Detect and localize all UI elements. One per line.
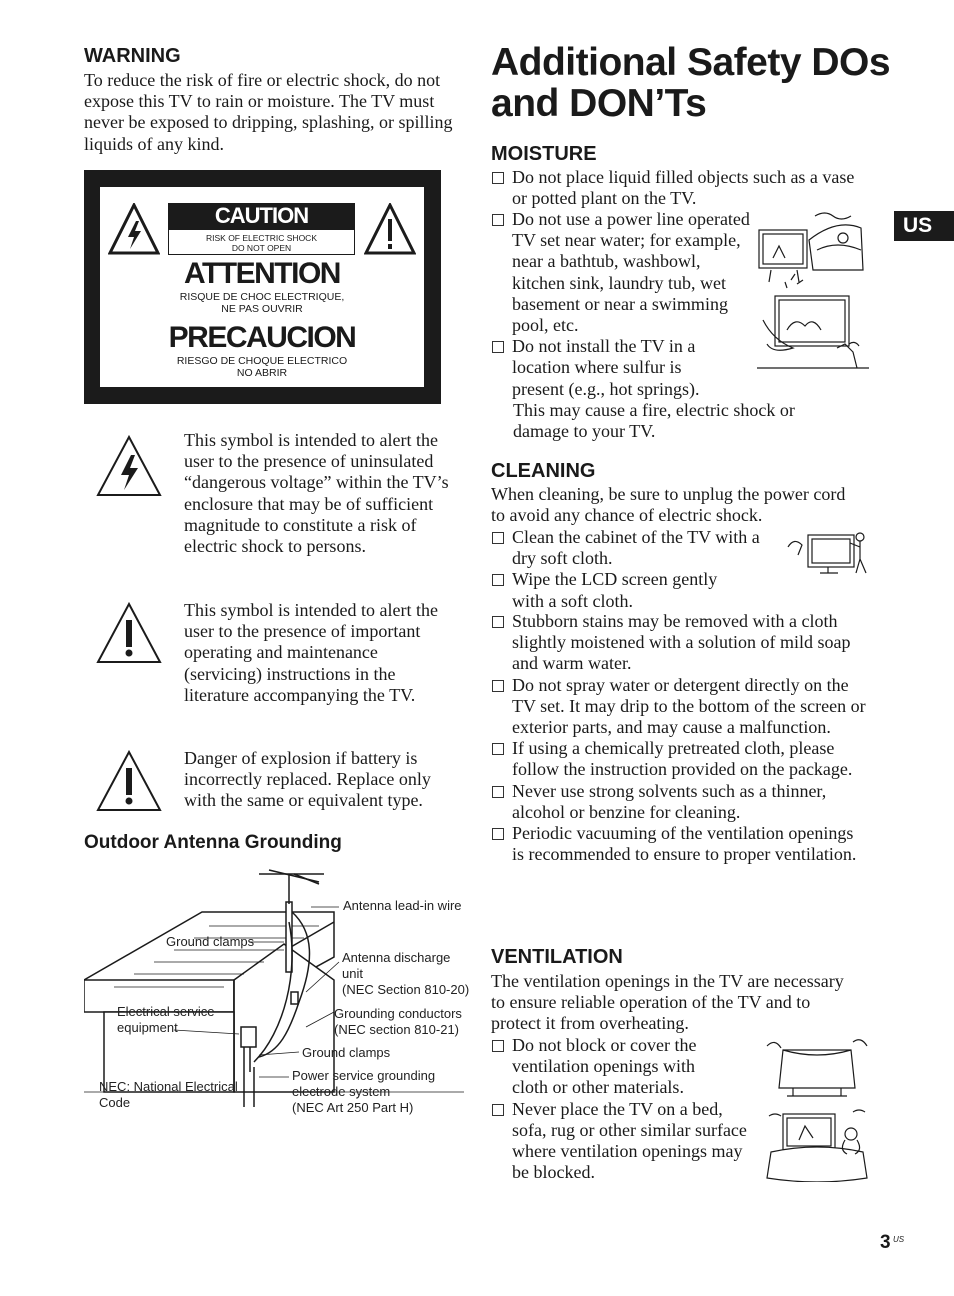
ventilation-list [491, 1035, 751, 1183]
label-grounding-conductors: Grounding conductors (NEC section 810-21) [334, 1006, 462, 1037]
antenna-grounding-heading: Outdoor Antenna Grounding [84, 832, 342, 853]
caution-title: CAUTION [168, 203, 355, 229]
page-number-suffix: US [893, 1235, 905, 1244]
cleaning-item: Never use strong solvents such as a thinner, alcohol or benzine for cleaning. [491, 781, 869, 823]
ventilation-item: Do not block or cover the ventilation openings with cloth or other materials. [491, 1035, 727, 1099]
cleaning-list-narrow [491, 527, 781, 612]
battery-warning-icon [96, 750, 162, 812]
us-region-tab: US [894, 211, 954, 241]
label-antenna-lead-in: Antenna lead-in wire [343, 898, 462, 913]
page-title: Additional Safety DOs and DON’Ts [491, 41, 891, 125]
attention-subtitle: RISQUE DE CHOC ELECTRIQUE, NE PAS OUVRIR [179, 291, 345, 315]
lightning-symbol-text: This symbol is intended to alert the user to the presence of uninsulated “dangerous voltage” within the TV’s enclosure that may be of sufficient magnitude to constitute a risk of electric shock to persons. [184, 430, 449, 557]
label-power-service-grounding: Power service grounding electrode system (NEC Art 250 Part H) [292, 1068, 436, 1115]
cleaning-item: Do not spray water or detergent directly on the TV set. It may drip to the bottom of the screen or exterior parts, and may cause a malfunction. [491, 675, 869, 739]
label-ground-clamps-top: Ground clamps [166, 934, 255, 949]
ventilation-intro: The ventilation openings in the TV are necessary to ensure reliable operation of the TV and to protect it from overheating. [491, 971, 844, 1034]
precaucion-title: PRECAUCION [168, 321, 356, 354]
moisture-item: Do not place liquid filled objects such as a vase or potted plant on the TV. [491, 167, 861, 209]
tv-near-water-illustration [757, 210, 869, 370]
warning-heading: WARNING [84, 45, 181, 67]
cleaning-item: If using a chemically pretreated cloth, please follow the instruction provided on the package. [491, 738, 869, 780]
lightning-warning-icon [108, 203, 160, 255]
cleaning-intro: When cleaning, be sure to unplug the power cord to avoid any chance of electric shock. [491, 484, 846, 526]
moisture-item: Do not install the TV in a location where sulfur is present (e.g., hot springs). [491, 336, 717, 400]
tv-cleaning-illustration [786, 527, 870, 575]
moisture-heading: MOISTURE [491, 143, 597, 165]
precaucion-subtitle: RIESGO DE CHOQUE ELECTRICO NO ABRIR [176, 355, 348, 379]
moisture-list-narrow [491, 209, 753, 400]
moisture-list-first [491, 167, 861, 209]
cleaning-list [491, 611, 869, 865]
cleaning-heading: CLEANING [491, 460, 596, 482]
cleaning-item: Stubborn stains may be removed with a cloth slightly moistened with a solution of mild soap and warm water. [491, 611, 869, 675]
warning-text: To reduce the risk of fire or electric shock, do not expose this TV to rain or moisture. The TV must never be exposed to dripping, splashing, or spilling liquids of any kind. [84, 70, 453, 154]
cleaning-item: Clean the cabinet of the TV with a dry soft cloth. [491, 527, 781, 569]
battery-warning-text: Danger of explosion if battery is incorrectly replaced. Replace only with the same or equivalent type. [184, 748, 431, 811]
exclamation-symbol-icon [96, 602, 162, 664]
ventilation-illustration [763, 1036, 871, 1182]
label-ground-clamps-bottom: Ground clamps [302, 1045, 391, 1060]
label-nec: NEC: National Electrical Code [99, 1079, 238, 1110]
attention-title: ATTENTION [184, 257, 340, 290]
moisture-note: This may cause a fire, electric shock or damage to your TV. [513, 400, 795, 442]
exclamation-warning-icon [364, 203, 416, 255]
ventilation-item: Never place the TV on a bed, sofa, rug or other similar surface where ventilation openings may be blocked. [491, 1099, 751, 1184]
ventilation-heading: VENTILATION [491, 946, 623, 968]
caution-subtitle: RISK OF ELECTRIC SHOCK DO NOT OPEN [168, 229, 355, 255]
label-antenna-discharge-unit: Antenna discharge unit (NEC Section 810-20) [342, 950, 470, 997]
label-electrical-service-equipment: Electrical service equipment [117, 1004, 215, 1035]
lightning-symbol-icon [96, 435, 162, 497]
cleaning-item: Periodic vacuuming of the ventilation openings is recommended to ensure to proper ventilation. [491, 823, 869, 865]
moisture-item: Do not use a power line operated TV set near water; for example, near a bathtub, washbowl, kitchen sink, laundry tub, wet basement or near a swimming pool, etc. [491, 209, 753, 336]
exclamation-symbol-text: This symbol is intended to alert the user to the presence of important operating and maintenance (servicing) instructions in the literature accompanying the TV. [184, 600, 438, 705]
cleaning-item: Wipe the LCD screen gently with a soft cloth. [491, 569, 748, 611]
page-number: 3 [880, 1232, 891, 1253]
